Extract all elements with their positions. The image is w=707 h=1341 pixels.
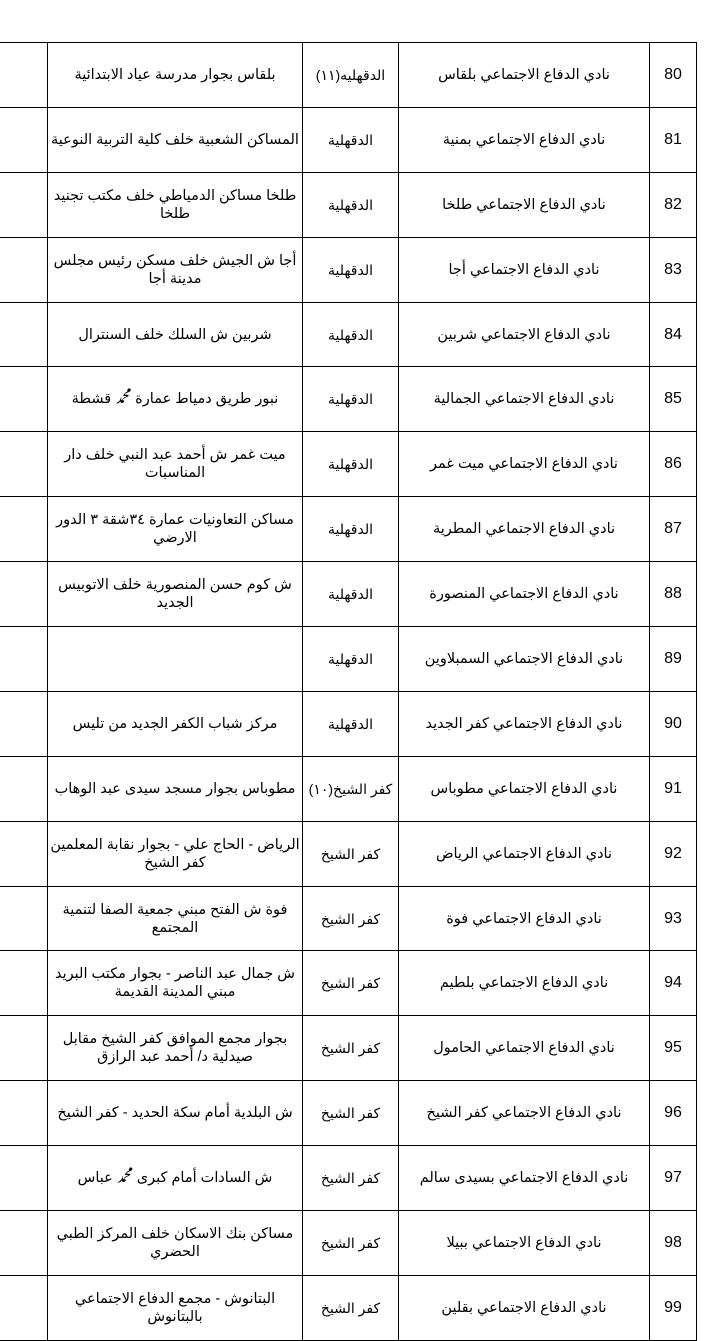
- table-row: [0, 821, 697, 886]
- empty-edge-cell: [0, 497, 48, 562]
- governorate-cell: الدقهلية: [303, 497, 399, 562]
- club-name-cell: نادي الدفاع الاجتماعي مطوباس: [399, 756, 650, 821]
- club-name-cell: نادي الدفاع الاجتماعي بقلين: [399, 1275, 650, 1340]
- row-number-cell: 81: [650, 107, 697, 172]
- table-row: [0, 1016, 697, 1081]
- governorate-cell: الدقهلية: [303, 107, 399, 172]
- address-cell: طلخا مساكن الدمياطي خلف مكتب تجنيد طلخا: [48, 172, 303, 237]
- address-cell: نبور طريق دمياط عمارة ﷴ قشطة: [48, 367, 303, 432]
- row-number-cell: 92: [650, 821, 697, 886]
- address-cell: البتانوش - مجمع الدفاع الاجتماعي بالبتانوش: [48, 1275, 303, 1340]
- table-row: [0, 1081, 697, 1146]
- empty-edge-cell: [0, 432, 48, 497]
- table-row: [0, 1275, 697, 1340]
- table-row: [0, 886, 697, 951]
- address-cell: أجا ش الجيش خلف مسكن رئيس مجلس مدينة أجا: [48, 237, 303, 302]
- empty-edge-cell: [0, 302, 48, 367]
- row-number-cell: 97: [650, 1146, 697, 1211]
- address-cell: ش البلدية أمام سكة الحديد - كفر الشيخ: [48, 1081, 303, 1146]
- table-row: [0, 627, 697, 692]
- empty-edge-cell: [0, 1081, 48, 1146]
- empty-edge-cell: [0, 367, 48, 432]
- table-row: [0, 172, 697, 237]
- address-cell: بلقاس بجوار مدرسة عياد الابتدائية: [48, 43, 303, 108]
- empty-edge-cell: [0, 1146, 48, 1211]
- row-number-cell: 83: [650, 237, 697, 302]
- governorate-cell: الدقهلية: [303, 302, 399, 367]
- table-row: [0, 302, 697, 367]
- row-number-cell: 91: [650, 756, 697, 821]
- club-name-cell: نادي الدفاع الاجتماعي الحامول: [399, 1016, 650, 1081]
- address-cell: شربين ش السلك خلف السنترال: [48, 302, 303, 367]
- address-cell: بجوار مجمع الموافق كفر الشيخ مقابل صيدلية د/ أحمد عبد الرازق: [48, 1016, 303, 1081]
- empty-edge-cell: [0, 237, 48, 302]
- club-name-cell: نادي الدفاع الاجتماعي بلقاس: [399, 43, 650, 108]
- row-number-cell: 93: [650, 886, 697, 951]
- row-number-cell: 94: [650, 951, 697, 1016]
- governorate-cell: الدقهلية: [303, 172, 399, 237]
- governorate-cell: كفر الشيخ: [303, 1275, 399, 1340]
- table-row: [0, 237, 697, 302]
- address-cell: مساكن التعاونيات عمارة ٣٤شقة ٣ الدور الارضي: [48, 497, 303, 562]
- row-number-cell: 89: [650, 627, 697, 692]
- clubs-table: [0, 42, 697, 1341]
- empty-edge-cell: [0, 1016, 48, 1081]
- governorate-cell: كفر الشيخ: [303, 951, 399, 1016]
- club-name-cell: نادي الدفاع الاجتماعي الرياض: [399, 821, 650, 886]
- club-name-cell: نادي الدفاع الاجتماعي ميت غمر: [399, 432, 650, 497]
- table-row: [0, 562, 697, 627]
- address-cell: المساكن الشعبية خلف كلية التربية النوعية: [48, 107, 303, 172]
- row-number-cell: 82: [650, 172, 697, 237]
- row-number-cell: 98: [650, 1211, 697, 1276]
- row-number-cell: 87: [650, 497, 697, 562]
- empty-edge-cell: [0, 756, 48, 821]
- governorate-cell: كفر الشيخ: [303, 821, 399, 886]
- row-number-cell: 85: [650, 367, 697, 432]
- club-name-cell: نادي الدفاع الاجتماعي شربين: [399, 302, 650, 367]
- club-name-cell: نادي الدفاع الاجتماعي أجا: [399, 237, 650, 302]
- table-row: [0, 1146, 697, 1211]
- club-name-cell: نادي الدفاع الاجتماعي طلخا: [399, 172, 650, 237]
- club-name-cell: نادي الدفاع الاجتماعي المنصورة: [399, 562, 650, 627]
- club-name-cell: نادي الدفاع الاجتماعي الجمالية: [399, 367, 650, 432]
- empty-edge-cell: [0, 821, 48, 886]
- table-row: [0, 756, 697, 821]
- club-name-cell: نادي الدفاع الاجتماعي السمبلاوين: [399, 627, 650, 692]
- table-row: [0, 691, 697, 756]
- address-cell: [48, 627, 303, 692]
- governorate-cell: الدقهلية: [303, 691, 399, 756]
- governorate-cell: الدقهليه(١١): [303, 43, 399, 108]
- club-name-cell: نادي الدفاع الاجتماعي كفر الجديد: [399, 691, 650, 756]
- row-number-cell: 90: [650, 691, 697, 756]
- club-name-cell: نادي الدفاع الاجتماعي بسيدى سالم: [399, 1146, 650, 1211]
- empty-edge-cell: [0, 627, 48, 692]
- table-row: [0, 497, 697, 562]
- table-row: [0, 367, 697, 432]
- address-cell: مطوباس بجوار مسجد سيدى عبد الوهاب: [48, 756, 303, 821]
- club-name-cell: نادي الدفاع الاجتماعي كفر الشيخ: [399, 1081, 650, 1146]
- empty-edge-cell: [0, 691, 48, 756]
- club-name-cell: نادي الدفاع الاجتماعي بلطيم: [399, 951, 650, 1016]
- row-number-cell: 84: [650, 302, 697, 367]
- governorate-cell: كفر الشيخ: [303, 1081, 399, 1146]
- club-name-cell: نادي الدفاع الاجتماعي ببيلا: [399, 1211, 650, 1276]
- governorate-cell: الدقهلية: [303, 432, 399, 497]
- governorate-cell: كفر الشيخ: [303, 1211, 399, 1276]
- table-body: [0, 43, 697, 1341]
- row-number-cell: 96: [650, 1081, 697, 1146]
- address-cell: فوة ش الفتح مبني جمعية الصفا لتنمية المجتمع: [48, 886, 303, 951]
- governorate-cell: الدقهلية: [303, 237, 399, 302]
- table-row: [0, 43, 697, 108]
- address-cell: ميت غمر ش أحمد عبد النبي خلف دار المناسبات: [48, 432, 303, 497]
- empty-edge-cell: [0, 1275, 48, 1340]
- row-number-cell: 99: [650, 1275, 697, 1340]
- empty-edge-cell: [0, 951, 48, 1016]
- governorate-cell: الدقهلية: [303, 367, 399, 432]
- governorate-cell: كفر الشيخ: [303, 886, 399, 951]
- address-cell: الرياض - الحاج علي - بجوار نقابة المعلمين كفر الشيخ: [48, 821, 303, 886]
- empty-edge-cell: [0, 886, 48, 951]
- club-name-cell: نادي الدفاع الاجتماعي المطرية: [399, 497, 650, 562]
- empty-edge-cell: [0, 562, 48, 627]
- table-row: [0, 951, 697, 1016]
- club-name-cell: نادي الدفاع الاجتماعي فوة: [399, 886, 650, 951]
- empty-edge-cell: [0, 107, 48, 172]
- table-row: [0, 107, 697, 172]
- address-cell: ش كوم حسن المنصورية خلف الاتوبيس الجديد: [48, 562, 303, 627]
- address-cell: ش جمال عبد الناصر - بجوار مكتب البريد مبني المدينة القديمة: [48, 951, 303, 1016]
- table-row: [0, 432, 697, 497]
- governorate-cell: كفر الشيخ(١٠): [303, 756, 399, 821]
- row-number-cell: 80: [650, 43, 697, 108]
- governorate-cell: الدقهلية: [303, 562, 399, 627]
- row-number-cell: 86: [650, 432, 697, 497]
- table-row: [0, 1211, 697, 1276]
- governorate-cell: الدقهلية: [303, 627, 399, 692]
- empty-edge-cell: [0, 1211, 48, 1276]
- address-cell: مساكن بنك الاسكان خلف المركز الطبي الحضري: [48, 1211, 303, 1276]
- row-number-cell: 95: [650, 1016, 697, 1081]
- governorate-cell: كفر الشيخ: [303, 1146, 399, 1211]
- address-cell: مركز شباب الكفر الجديد من تليس: [48, 691, 303, 756]
- empty-edge-cell: [0, 43, 48, 108]
- row-number-cell: 88: [650, 562, 697, 627]
- club-name-cell: نادي الدفاع الاجتماعي بمنية: [399, 107, 650, 172]
- governorate-cell: كفر الشيخ: [303, 1016, 399, 1081]
- empty-edge-cell: [0, 172, 48, 237]
- address-cell: ش السادات أمام كبرى ﷴ عباس: [48, 1146, 303, 1211]
